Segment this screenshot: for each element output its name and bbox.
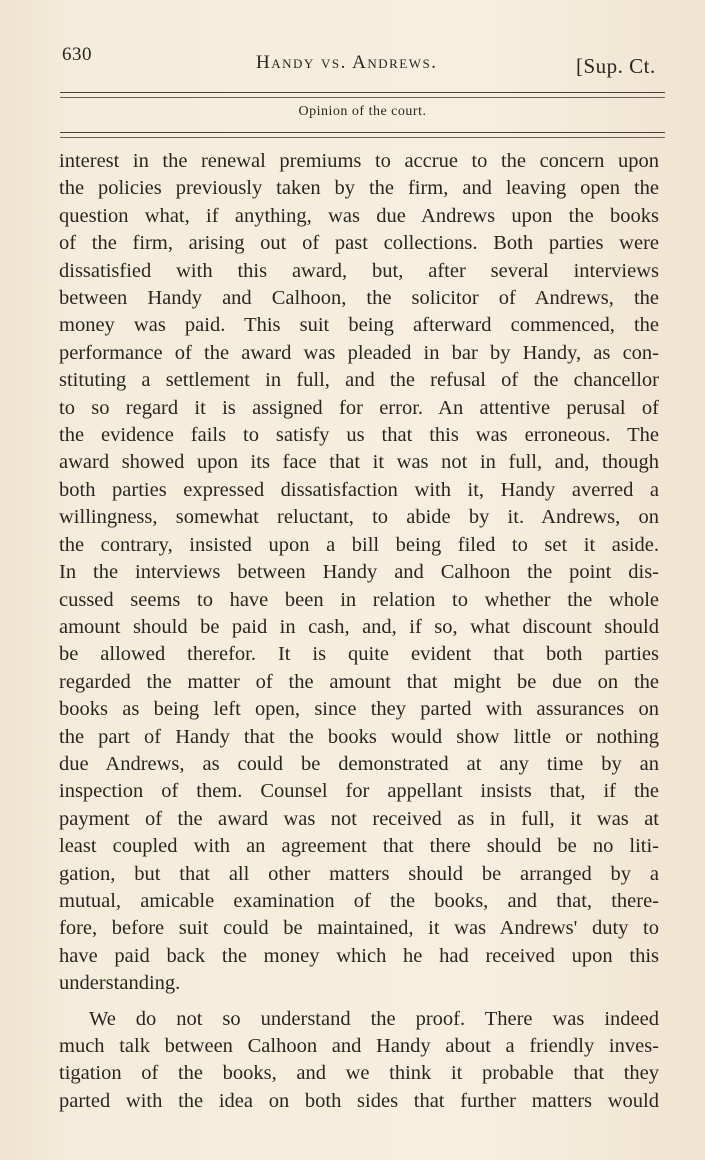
- opinion-text: [59, 148, 659, 1115]
- running-title: Handy vs. Andrews.: [256, 52, 438, 73]
- text-line: cussed seems to have been in relation to whether the whole: [59, 588, 659, 611]
- text-line: mutual, amicable examination of the books, and that, there-: [59, 889, 659, 912]
- text-line: understanding.: [59, 972, 181, 995]
- text-line: regarded the matter of the amount that might be due on the: [59, 670, 659, 693]
- paragraph-1: [59, 148, 659, 998]
- text-line: dissatisfied with this award, but, after several interviews: [59, 259, 659, 282]
- text-line: payment of the award was not received as in full, it was at: [59, 807, 659, 830]
- text-line: We do not so understand the proof. There was indeed: [89, 1007, 659, 1030]
- text-line: the evidence fails to satisfy us that this was erroneous. The: [59, 424, 659, 447]
- header-rule-top: [60, 92, 665, 93]
- text-line: question what, if anything, was due Andrews upon the books: [59, 204, 659, 227]
- text-line: fore, before suit could be maintained, it was Andrews' duty to: [59, 917, 659, 940]
- text-line: In the interviews between Handy and Calhoon the point dis-: [59, 561, 659, 584]
- paragraph-2: [59, 1006, 659, 1116]
- text-line: have paid back the money which he had received upon this: [59, 944, 659, 967]
- text-line: the contrary, insisted upon a bill being filed to set it aside.: [59, 533, 659, 556]
- page-number: 630: [62, 44, 92, 65]
- text-line: be allowed therefor. It is quite evident that both parties: [59, 643, 659, 666]
- text-line: between Handy and Calhoon, the solicitor of Andrews, the: [59, 287, 659, 310]
- text-line: money was paid. This suit being afterward commenced, the: [59, 314, 659, 337]
- subheading-rule-second: [60, 137, 665, 138]
- text-line: inspection of them. Counsel for appellant insists that, if the: [59, 780, 659, 803]
- text-line: books as being left open, since they parted with assurances on: [59, 698, 659, 721]
- text-line: interest in the renewal premiums to accrue to the concern upon: [59, 150, 659, 172]
- section-subheading: Opinion of the court.: [298, 104, 427, 119]
- court-reference: [Sup. Ct.: [576, 54, 656, 78]
- header-rule-top-second: [60, 97, 665, 98]
- text-line: performance of the award was pleaded in bar by Handy, as con-: [59, 341, 659, 364]
- text-line: of the firm, arising out of past collections. Both parties were: [59, 232, 659, 255]
- text-line: least coupled with an agreement that there should be no liti-: [59, 835, 659, 858]
- text-line: stituting a settlement in full, and the refusal of the chancellor: [59, 369, 659, 392]
- text-line: much talk between Calhoon and Handy about a friendly inves-: [59, 1035, 659, 1057]
- text-line: amount should be paid in cash, and, if so, what discount should: [59, 615, 659, 638]
- subheading-rule: [60, 132, 665, 133]
- text-line: willingness, somewhat reluctant, to abide by it. Andrews, on: [59, 506, 659, 529]
- text-line: due Andrews, as could be demonstrated at any time by an: [59, 752, 659, 775]
- text-line: parted with the idea on both sides that further matters would: [59, 1089, 659, 1112]
- text-line: the policies previously taken by the firm, and leaving open the: [59, 177, 659, 200]
- text-line: the part of Handy that the books would show little or nothing: [59, 725, 659, 748]
- text-line: both parties expressed dissatisfaction with it, Handy averred a: [59, 478, 659, 501]
- text-line: gation, but that all other matters should be arranged by a: [59, 862, 659, 885]
- text-line: award showed upon its face that it was not in full, and, though: [59, 451, 659, 474]
- text-line: to so regard it is assigned for error. An attentive perusal of: [59, 396, 659, 419]
- text-line: tigation of the books, and we think it probable that they: [59, 1062, 659, 1085]
- page-header: [60, 44, 675, 84]
